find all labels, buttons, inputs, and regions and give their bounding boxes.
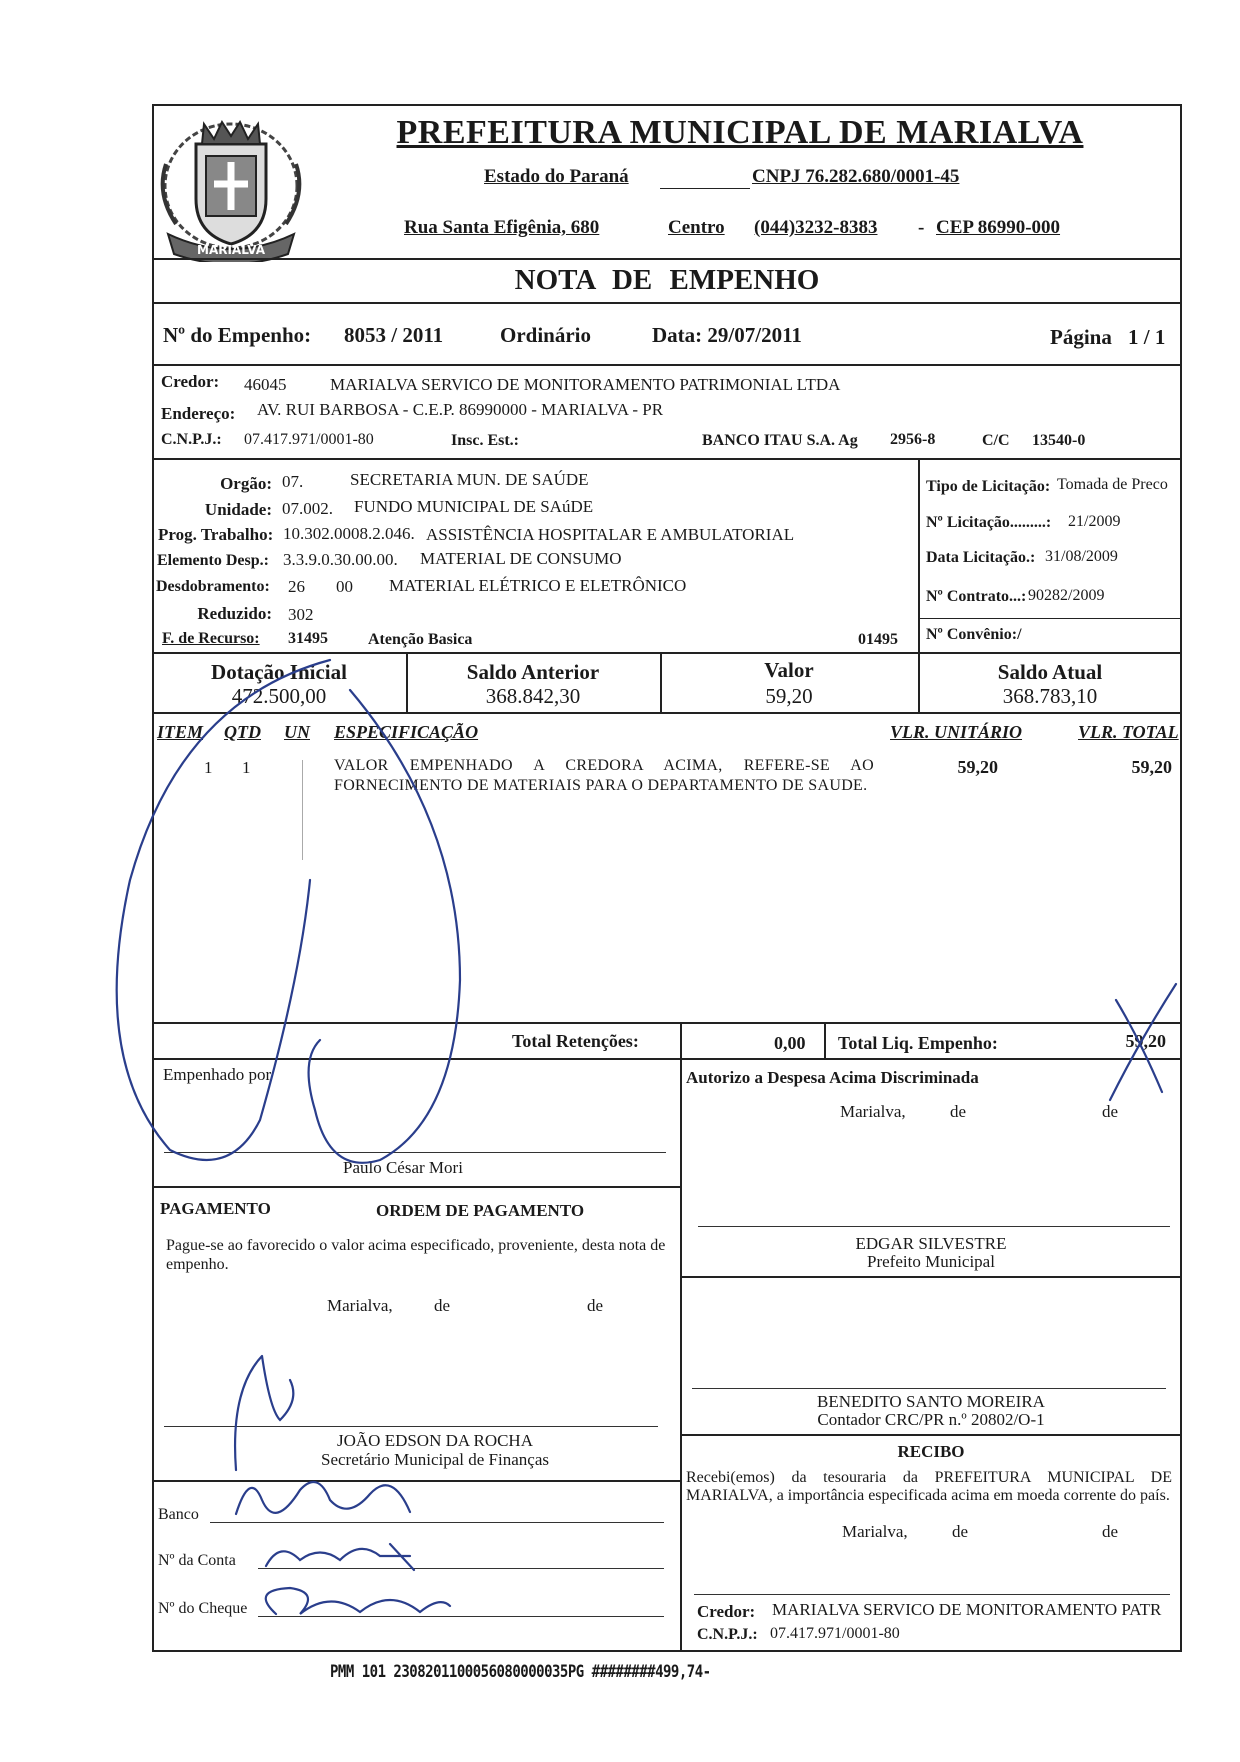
col-spec: ESPECIFICAÇÃO [334, 722, 479, 742]
header-cep: CEP 86990-000 [936, 217, 1061, 238]
saldo-atual-value: 368.783,10 [1002, 684, 1098, 708]
desdobramento-name: MATERIAL ELÉTRICO E ELETRÔNICO [389, 576, 687, 595]
col-unit-value: VLR. UNITÁRIO [890, 722, 1023, 742]
prog-name: ASSISTÊNCIA HOSPITALAR E AMBULATORIAL [426, 525, 795, 544]
orgao-name: SECRETARIA MUN. DE SAÚDE [350, 470, 589, 489]
credor-address: AV. RUI BARBOSA - C.E.P. 86990000 - MARIALVA - PR [257, 400, 664, 419]
empenhado-label: Empenhado por [163, 1065, 272, 1084]
col-total-value: VLR. TOTAL [1078, 722, 1179, 742]
item-qtd: 1 [242, 758, 251, 777]
recibo-cnpj: 07.417.971/0001-80 [770, 1625, 900, 1642]
prefeito-role: Prefeito Municipal [867, 1252, 995, 1271]
reduzido-label: Reduzido: [197, 604, 272, 623]
elemento-name: MATERIAL DE CONSUMO [420, 549, 622, 568]
prefeito-name: EDGAR SILVESTRE [855, 1234, 1007, 1253]
empenho-number-label: Nº do Empenho: [163, 323, 312, 347]
contador-role: Contador CRC/PR n.º 20802/O-1 [817, 1410, 1045, 1429]
seal-text: MARIALVA [197, 243, 265, 257]
page-title: PREFEITURA MUNICIPAL DE MARIALVA [396, 114, 1084, 151]
unidade-label: Unidade: [204, 500, 272, 519]
bank-name: BANCO ITAU S.A. Ag [702, 432, 858, 449]
prog-code: 10.302.0008.2.046. [283, 524, 415, 543]
valor-value: 59,20 [765, 684, 813, 708]
recurso-label: F. de Recurso: [162, 630, 260, 647]
item-number: 1 [204, 758, 213, 777]
credor-cnpj: 07.417.971/0001-80 [244, 431, 374, 448]
banco-label: Banco [158, 1506, 199, 1523]
autorizo-label: Autorizo a Despesa Acima Discriminada [686, 1068, 979, 1087]
conta-label: Nº da Conta [158, 1552, 236, 1569]
liq-empenho-value: 59,20 [1125, 1031, 1166, 1051]
convenio-label: Nº Convênio:/ [926, 626, 1022, 643]
pagamento-city: Marialva, [327, 1296, 393, 1315]
pagamento-label: PAGAMENTO [160, 1199, 271, 1218]
address-label: Endereço: [161, 404, 236, 423]
insc-label: Insc. Est.: [451, 432, 520, 449]
col-un: UN [284, 722, 310, 742]
header-dash: - [918, 217, 925, 238]
pagamento-de2: de [587, 1296, 604, 1315]
cnpj-label: C.N.P.J.: [161, 431, 222, 448]
recibo-text: Recebi(emos) da tesouraria da PREFEITURA MUNICIPAL DE MARIALVA, a importância especificada acima em moeda corrente do país. [686, 1469, 1172, 1504]
recibo-de1: de [952, 1522, 969, 1541]
contador-name: BENEDITO SANTO MOREIRA [817, 1392, 1045, 1411]
empenhado-signer: Paulo César Mori [343, 1158, 463, 1177]
recibo-cnpj-label: C.N.P.J.: [697, 1626, 758, 1643]
liq-empenho-label: Total Liq. Empenho: [838, 1033, 998, 1053]
tipo-licitacao-label: Tipo de Licitação: [926, 478, 1051, 495]
cheque-label: Nº do Cheque [158, 1600, 248, 1617]
prog-label: Prog. Trabalho: [158, 525, 274, 544]
dotacao-value: 472.500,00 [231, 684, 327, 708]
licitacao-number-label: Nº Licitação.........: [926, 514, 1052, 531]
header-address: Rua Santa Efigênia, 680 [404, 217, 600, 238]
reduzido: 302 [288, 605, 314, 624]
secretario-name: JOÃO EDSON DA ROCHA [337, 1431, 533, 1450]
header-cnpj: CNPJ 76.282.680/0001-45 [752, 166, 960, 187]
recibo-credor: MARIALVA SERVICO DE MONITORAMENTO PATR [772, 1600, 1162, 1619]
valor-label: Valor [764, 658, 814, 682]
contrato-number: 90282/2009 [1028, 587, 1105, 604]
empenho-number: 8053 / 2011 [344, 323, 444, 347]
page-label: Página [1050, 325, 1112, 349]
empenho-type: Ordinário [500, 323, 592, 347]
elemento-code: 3.3.9.0.30.00.00. [283, 550, 398, 569]
recibo-de2: de [1102, 1522, 1119, 1541]
dotacao-label: Dotação Inicial [211, 660, 347, 684]
retencoes-value: 0,00 [774, 1033, 806, 1053]
recurso-ref: 01495 [858, 631, 898, 648]
col-item: ITEM [157, 722, 204, 742]
autorizo-city: Marialva, [840, 1102, 906, 1121]
desdobramento-sub: 00 [336, 577, 353, 596]
item-spec: VALOR EMPENHADO A CREDORA ACIMA, REFERE-SE AO FORNECIMENTO DE MATERIAIS PARA O DEPARTAMENTO DE SAUDE. [334, 757, 874, 794]
footer-code: PMM 101 2308201100056080000035PG ########499,74- [330, 1662, 711, 1682]
cc-number: 13540-0 [1032, 432, 1086, 449]
saldo-anterior-value: 368.842,30 [485, 684, 581, 708]
municipal-seal [156, 104, 306, 262]
coat-of-arms-icon [156, 104, 306, 262]
autorizo-de2: de [1102, 1102, 1119, 1121]
tipo-licitacao: Tomada de Preco [1057, 476, 1168, 493]
pagamento-text: Pague-se ao favorecido o valor acima especificado, proveniente, desta nota de empenho. [166, 1237, 666, 1273]
recibo-credor-label: Credor: [697, 1602, 756, 1621]
recurso-name: Atenção Basica [368, 631, 473, 648]
licitacao-date: 31/08/2009 [1045, 548, 1118, 565]
item-total-value: 59,20 [1131, 757, 1172, 777]
licitacao-number: 21/2009 [1068, 513, 1121, 530]
recurso-code: 31495 [288, 630, 328, 647]
saldo-anterior-label: Saldo Anterior [466, 660, 600, 684]
elemento-label: Elemento Desp.: [157, 552, 269, 569]
desdobramento-code: 26 [288, 577, 305, 596]
recibo-city: Marialva, [842, 1522, 908, 1541]
recibo-label: RECIBO [897, 1442, 965, 1461]
cc-label: C/C [982, 432, 1010, 449]
credor-code: 46045 [244, 375, 287, 394]
ordem-pagamento-label: ORDEM DE PAGAMENTO [376, 1201, 585, 1220]
credor-label: Credor: [161, 372, 220, 391]
orgao-code: 07. [282, 472, 304, 491]
saldo-atual-label: Saldo Atual [997, 660, 1103, 684]
licitacao-date-label: Data Licitação.: [926, 549, 1036, 566]
header-phone: (044)3232-8383 [754, 217, 878, 238]
desdobramento-label: Desdobramento: [156, 578, 270, 595]
autorizo-de1: de [950, 1102, 967, 1121]
page-number: 1 / 1 [1128, 325, 1166, 349]
bank-agency: 2956-8 [890, 431, 936, 448]
state-name: Estado do Paraná [484, 166, 629, 187]
secretario-role: Secretário Municipal de Finanças [320, 1450, 549, 1469]
pagamento-de1: de [434, 1296, 451, 1315]
credor-name: MARIALVA SERVICO DE MONITORAMENTO PATRIMONIAL LTDA [330, 375, 841, 394]
contrato-label: Nº Contrato...: [926, 588, 1027, 605]
unidade-name: FUNDO MUNICIPAL DE SAúDE [354, 497, 594, 516]
empenho-date: Data: 29/07/2011 [652, 323, 802, 347]
unidade-code: 07.002. [282, 499, 333, 518]
item-unit-value: 59,20 [957, 757, 998, 777]
doc-title: NOTA DE EMPENHO [514, 264, 820, 296]
retencoes-label: Total Retenções: [512, 1031, 639, 1051]
col-qtd: QTD [224, 722, 261, 742]
orgao-label: Orgão: [220, 474, 272, 493]
header-district: Centro [668, 217, 725, 238]
